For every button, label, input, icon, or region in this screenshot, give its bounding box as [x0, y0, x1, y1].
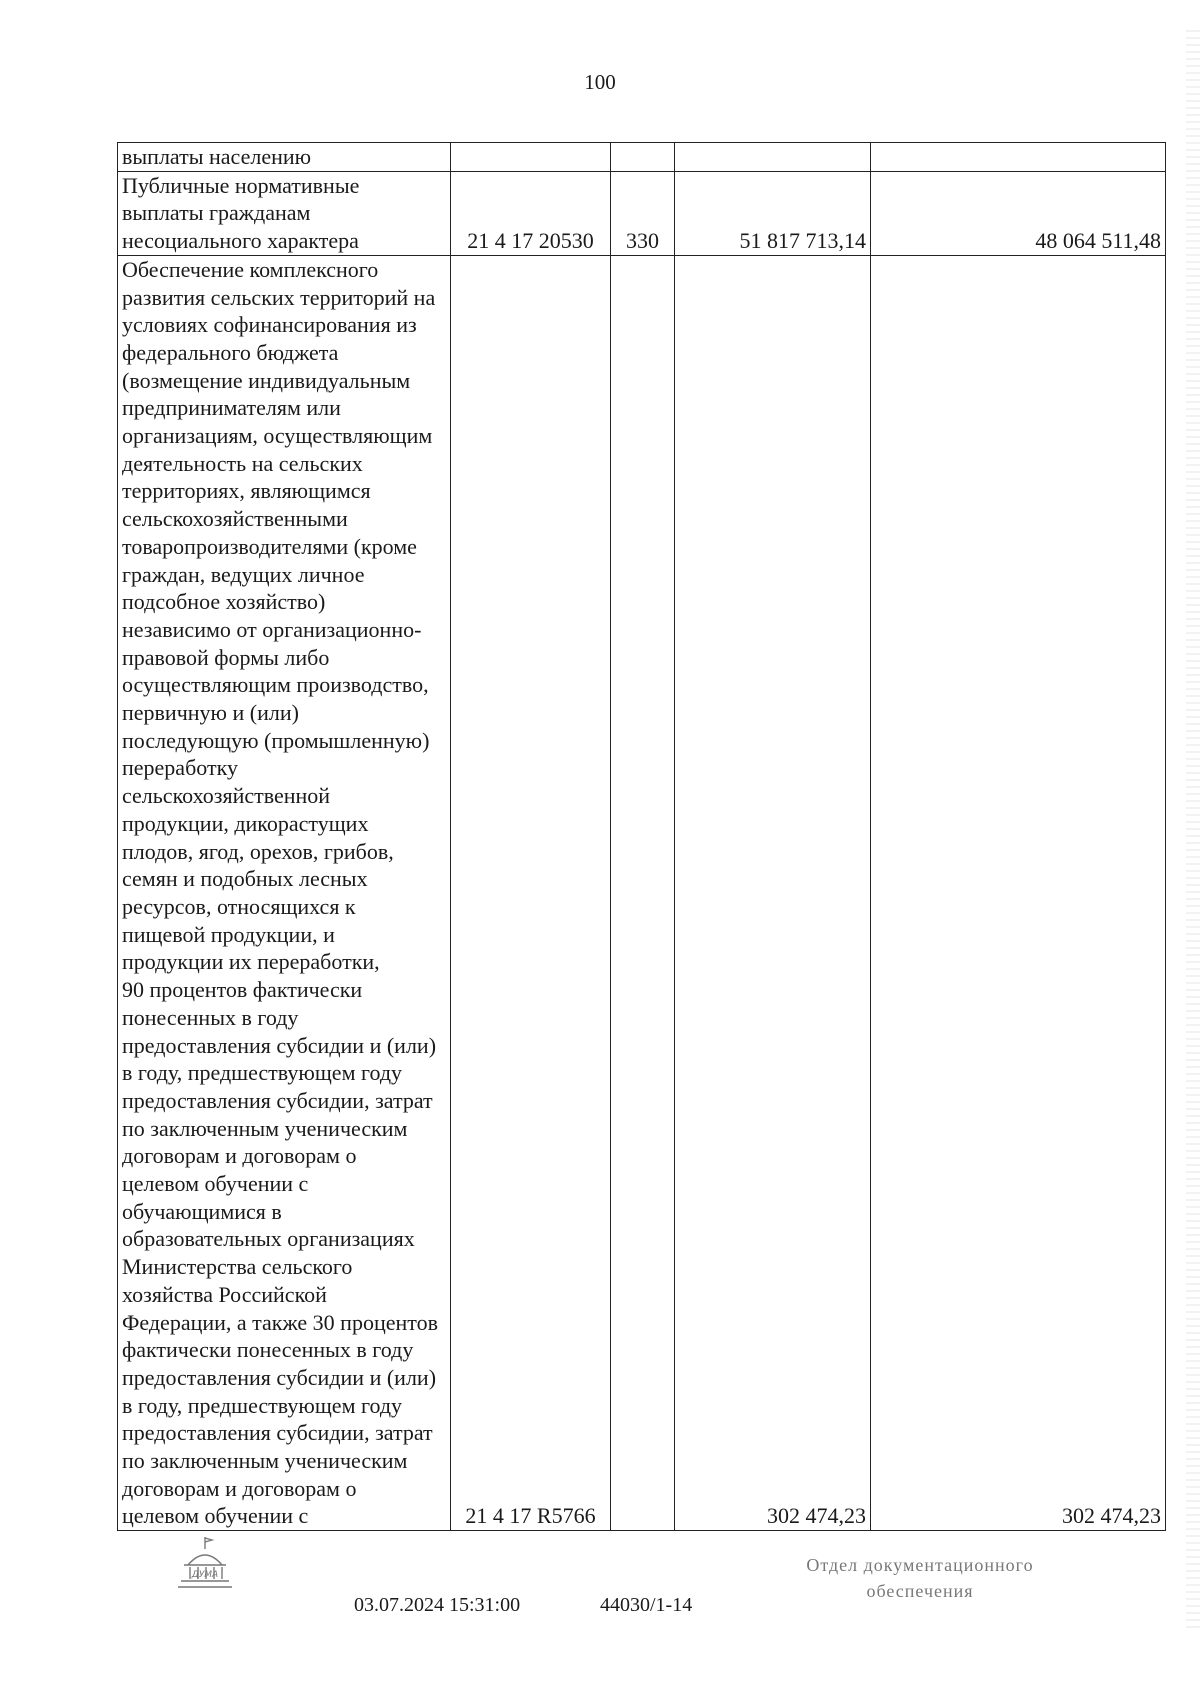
row-name-line: договорам и договорам о: [122, 1475, 357, 1501]
row-name-line: предоставления субсидии, затрат: [122, 1087, 433, 1113]
row-name-line: осуществляющим производство,: [122, 672, 429, 698]
row-amount-1-cell: 302 474,23: [675, 255, 871, 1530]
row-name-line: в году, предшествующем году: [122, 1392, 403, 1418]
row-name-line: фактически понесенных в году: [122, 1337, 414, 1363]
row-name-line: целевом обучении с: [122, 1503, 309, 1529]
row-name-line: деятельность на сельских: [122, 450, 363, 476]
row-name-line: продукции их переработки,: [122, 949, 380, 975]
table-row: [118, 143, 1166, 172]
row-name-line: подсобное хозяйство): [122, 589, 326, 615]
row-name-line: 90 процентов фактически: [122, 977, 363, 1003]
stamp-line-2: обеспечения: [866, 1581, 974, 1601]
row-name-line: выплаты населению: [122, 144, 312, 169]
row-name-line: предоставления субсидии, затрат: [122, 1420, 433, 1446]
row-name-line: территориях, являющимся: [122, 478, 371, 504]
page-number: 100: [584, 70, 616, 94]
row-name-line: хозяйства Российской: [122, 1281, 327, 1307]
row-name-line: организациям, осуществляющим: [122, 423, 433, 449]
duma-logo-icon: [176, 1535, 234, 1595]
row-name-line: товаропроизводителями (кроме: [122, 533, 417, 559]
stamp-line-1: Отдел документационного: [806, 1555, 1034, 1575]
row-amount-1-cell: [675, 143, 871, 172]
row-name-line: понесенных в году: [122, 1004, 299, 1030]
row-amount-2-cell: 48 064 511,48: [871, 171, 1166, 255]
row-name-line: переработку: [122, 755, 238, 781]
table-row: [118, 255, 1166, 1530]
row-name-line: предоставления субсидии и (или): [122, 1032, 437, 1058]
row-code-cell: [451, 143, 611, 172]
row-name-line: правовой формы либо: [122, 644, 330, 670]
row-name-line: условиях софинансирования из: [122, 312, 417, 338]
row-name-line: договорам и договорам о: [122, 1143, 357, 1169]
row-name-line: обучающимися в: [122, 1198, 282, 1224]
row-name-line: федерального бюджета: [122, 339, 339, 365]
row-name-line: первичную и (или): [122, 700, 299, 726]
row-name-line: образовательных организациях: [122, 1226, 415, 1252]
row-name-line: Министерства сельского: [122, 1254, 353, 1280]
row-name-line: в году, предшествующем году: [122, 1060, 403, 1086]
row-name-line: целевом обучении с: [122, 1171, 309, 1197]
row-vr-cell: [611, 255, 675, 1530]
row-name-cell: [118, 171, 451, 255]
row-code-cell: 21 4 17 20530: [451, 171, 611, 255]
footer-date: 03.07.2024 15:31:00: [354, 1594, 521, 1616]
row-name-line: сельскохозяйственной: [122, 783, 331, 809]
row-name-line: продукции, дикорастущих: [122, 810, 369, 836]
svg-text:ДУМА: ДУМА: [191, 1570, 219, 1580]
row-name-line: по заключенным ученическим: [122, 1448, 408, 1474]
row-name-line: последующую (промышленную): [122, 727, 430, 753]
row-name-line: независимо от организационно-: [122, 616, 422, 642]
row-amount-2-cell: [871, 143, 1166, 172]
row-amount-1-cell: 51 817 713,14: [675, 171, 871, 255]
row-name-line: граждан, ведущих личное: [122, 561, 365, 587]
row-name-line: плодов, ягод, орехов, грибов,: [122, 838, 394, 864]
row-name-cell: [118, 143, 451, 172]
row-name-line: по заключенным ученическим: [122, 1115, 408, 1141]
row-name-line: предоставления субсидии и (или): [122, 1364, 437, 1390]
scan-edge-artifact: [1186, 30, 1200, 1630]
row-amount-2-cell: 302 474,23: [871, 255, 1166, 1530]
row-name-line: ресурсов, относящихся к: [122, 893, 356, 919]
row-name-line: Публичные нормативные: [122, 172, 360, 198]
row-name-line: (возмещение индивидуальным: [122, 367, 411, 393]
budget-table: [117, 142, 1166, 1531]
row-name-line: развития сельских территорий на: [122, 284, 436, 310]
row-name-line: сельскохозяйственными: [122, 506, 348, 532]
row-name-line: пищевой продукции, и: [122, 921, 335, 947]
row-name-line: семян и подобных лесных: [122, 866, 368, 892]
row-name-cell: [118, 255, 451, 1530]
table-row: [118, 171, 1166, 255]
row-code-cell: 21 4 17 R5766: [451, 255, 611, 1530]
row-name-line: Обеспечение комплексного: [122, 256, 379, 282]
row-name-line: предпринимателям или: [122, 395, 341, 421]
row-name-line: Федерации, а также 30 процентов: [122, 1309, 438, 1335]
footer-document-number: 44030/1-14: [600, 1594, 693, 1616]
row-vr-cell: [611, 143, 675, 172]
department-stamp: [770, 1552, 1070, 1604]
row-vr-cell: 330: [611, 171, 675, 255]
row-name-line: выплаты гражданам: [122, 200, 311, 226]
row-name-line: несоциального характера: [122, 228, 359, 254]
